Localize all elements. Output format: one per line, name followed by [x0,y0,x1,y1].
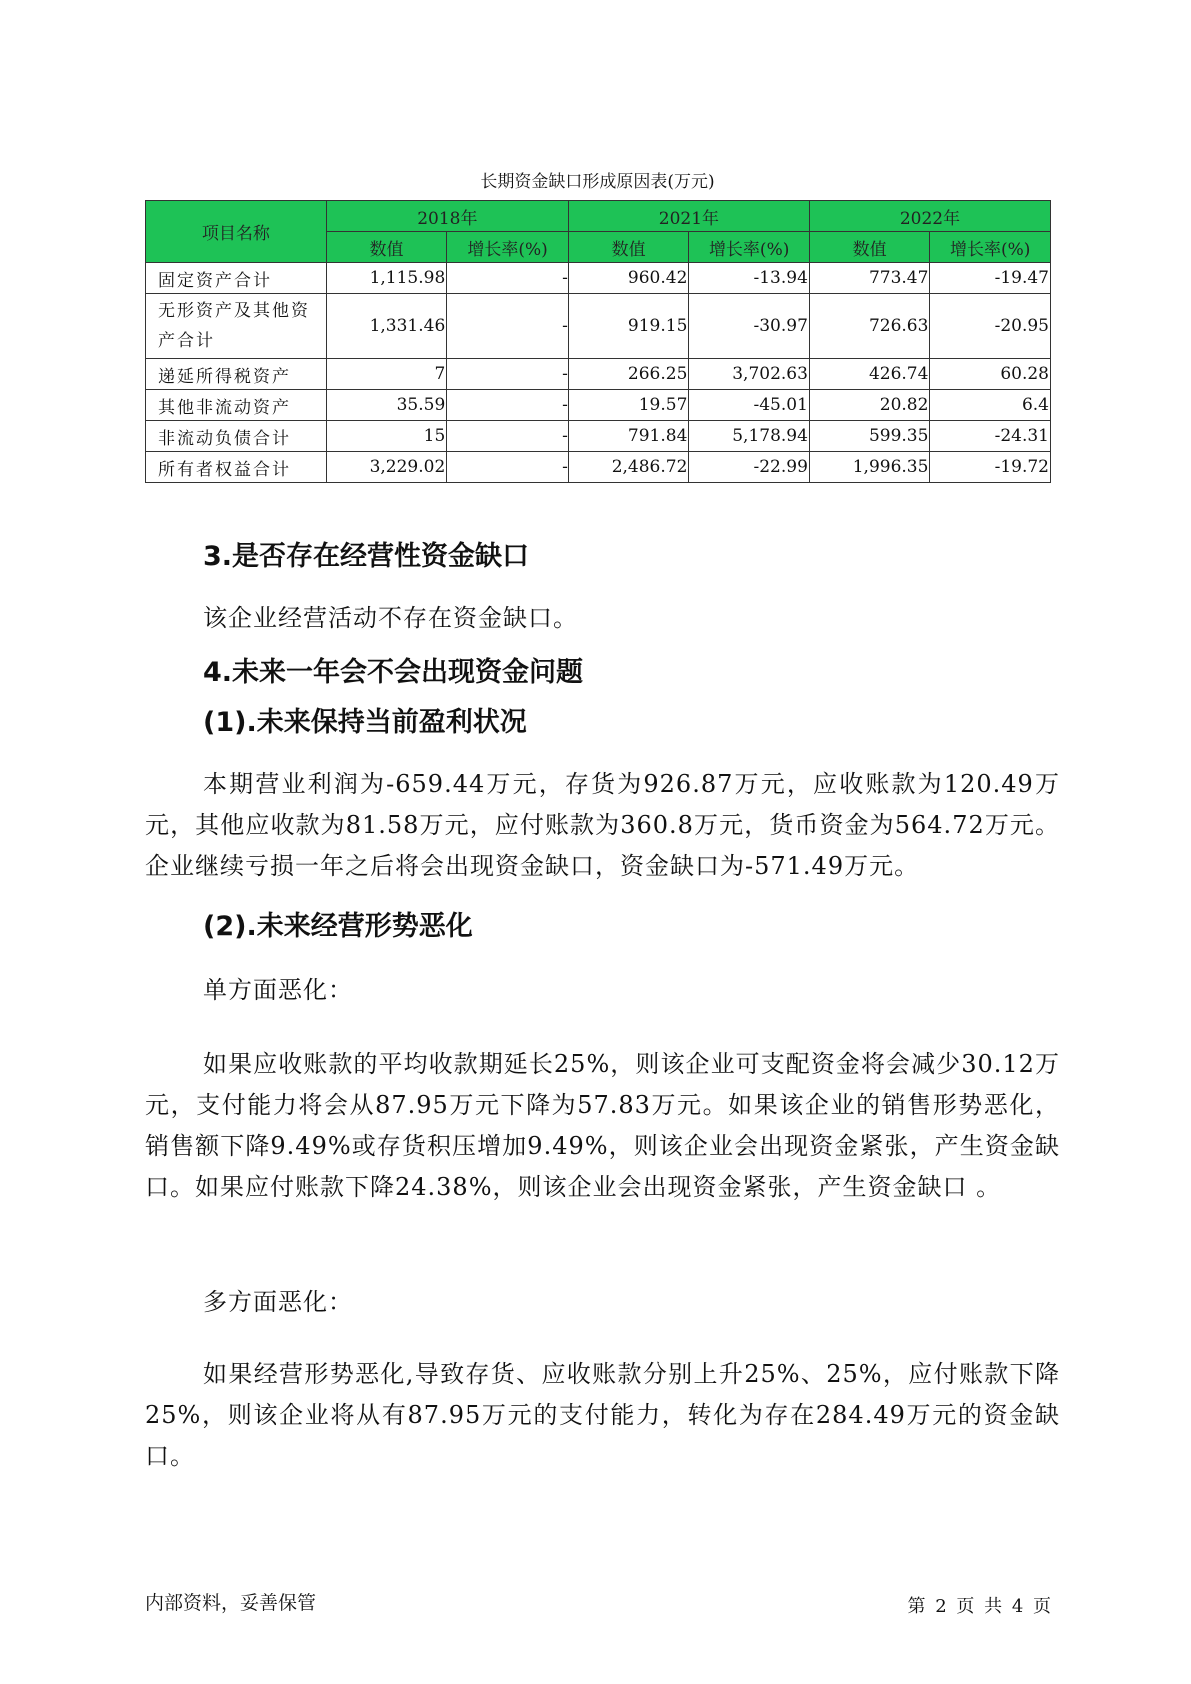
header-value: 数值 [568,232,689,263]
table-cell: 266.25 [568,359,689,390]
table-cell: - [447,452,569,483]
table-cell: 1,331.46 [326,294,447,359]
table-cell: -20.95 [930,294,1051,359]
table-cell: -19.72 [930,452,1051,483]
footer-page-number: 第 2 页 共 4 页 [907,1596,1053,1617]
table-cell: -13.94 [689,263,810,294]
table-cell: 726.63 [809,294,930,359]
header-growth-rate: 增长率(%) [447,232,569,263]
section-heading: 4.未来一年会不会出现资金问题 [203,657,584,688]
header-growth-rate: 增长率(%) [930,232,1051,263]
header-year: 2022年 [809,201,1050,232]
table-cell: 3,702.63 [689,359,810,390]
table-row [146,294,1051,359]
table-cell: 5,178.94 [689,421,810,452]
table-cell: - [447,359,569,390]
table-cell: 3,229.02 [326,452,447,483]
table-cell: 791.84 [568,421,689,452]
row-label: 其他非流动资产 [146,390,327,421]
header-year: 2021年 [568,201,809,232]
header-year: 2018年 [326,201,568,232]
section-heading: 3.是否存在经营性资金缺口 [203,541,530,572]
table-cell: -45.01 [689,390,810,421]
header-value: 数值 [809,232,930,263]
paragraph: 本期营业利润为-659.44万元，存货为926.87万元，应收账款为120.49万元，其他应收款为81.58万元，应付账款为360.8万元，货币资金为564.72万元。企业继续亏损一年之后将会出现资金缺口，资金缺口为-571.49万元。 [145,770,1060,880]
table-row [146,263,1051,294]
table-row [146,452,1051,483]
table-row [146,359,1051,390]
table-cell: - [447,390,569,421]
table-cell: 20.82 [809,390,930,421]
table-cell: 919.15 [568,294,689,359]
table-cell: 426.74 [809,359,930,390]
table-cell: -22.99 [689,452,810,483]
paragraph-label: 单方面恶化： [203,976,353,1004]
table-cell: 773.47 [809,263,930,294]
subsection-heading: (2).未来经营形势恶化 [203,911,473,942]
table-cell: - [447,263,569,294]
header-growth-rate: 增长率(%) [689,232,810,263]
table-cell: 60.28 [930,359,1051,390]
table-cell: - [447,294,569,359]
table-cell: - [447,421,569,452]
table-cell: 2,486.72 [568,452,689,483]
paragraph-label: 多方面恶化： [203,1288,353,1316]
header-value: 数值 [326,232,447,263]
long-term-funding-gap-table [145,200,1051,483]
header-item-name: 项目名称 [146,201,327,263]
row-label: 所有者权益合计 [146,452,327,483]
row-label: 非流动负债合计 [146,421,327,452]
table-cell: 15 [326,421,447,452]
table-cell: -30.97 [689,294,810,359]
footer-confidential-note: 内部资料，妥善保管 [145,1592,317,1614]
table-cell: 599.35 [809,421,930,452]
paragraph: 如果应收账款的平均收款期延长25%，则该企业可支配资金将会减少30.12万元，支付能力将会从87.95万元下降为57.83万元。如果该企业的销售形势恶化，销售额下降9.49%或存货积压增加9.49%，则该企业会出现资金紧张，产生资金缺口。如果应付账款下降24.38%，则该企业会出现资金紧张，产生资金缺口 。 [145,1050,1060,1201]
paragraph: 该企业经营活动不存在资金缺口。 [203,604,578,632]
table-row [146,390,1051,421]
row-label: 递延所得税资产 [146,359,327,390]
subsection-heading: (1).未来保持当前盈利状况 [203,707,527,738]
row-label: 固定资产合计 [146,263,327,294]
table-cell: 1,996.35 [809,452,930,483]
table-cell: 7 [326,359,447,390]
table-cell: 1,115.98 [326,263,447,294]
table-cell: 6.4 [930,390,1051,421]
table-cell: 35.59 [326,390,447,421]
table-cell: 19.57 [568,390,689,421]
table-cell: 960.42 [568,263,689,294]
table-cell: -24.31 [930,421,1051,452]
table-row [146,421,1051,452]
paragraph: 如果经营形势恶化,导致存货、应收账款分别上升25%、25%，应付账款下降25%，则该企业将从有87.95万元的支付能力，转化为存在284.49万元的资金缺口。 [145,1360,1060,1470]
table-caption: 长期资金缺口形成原因表(万元) [480,172,715,192]
table-cell: -19.47 [930,263,1051,294]
row-label: 无形资产及其他资产合计 [146,294,327,359]
